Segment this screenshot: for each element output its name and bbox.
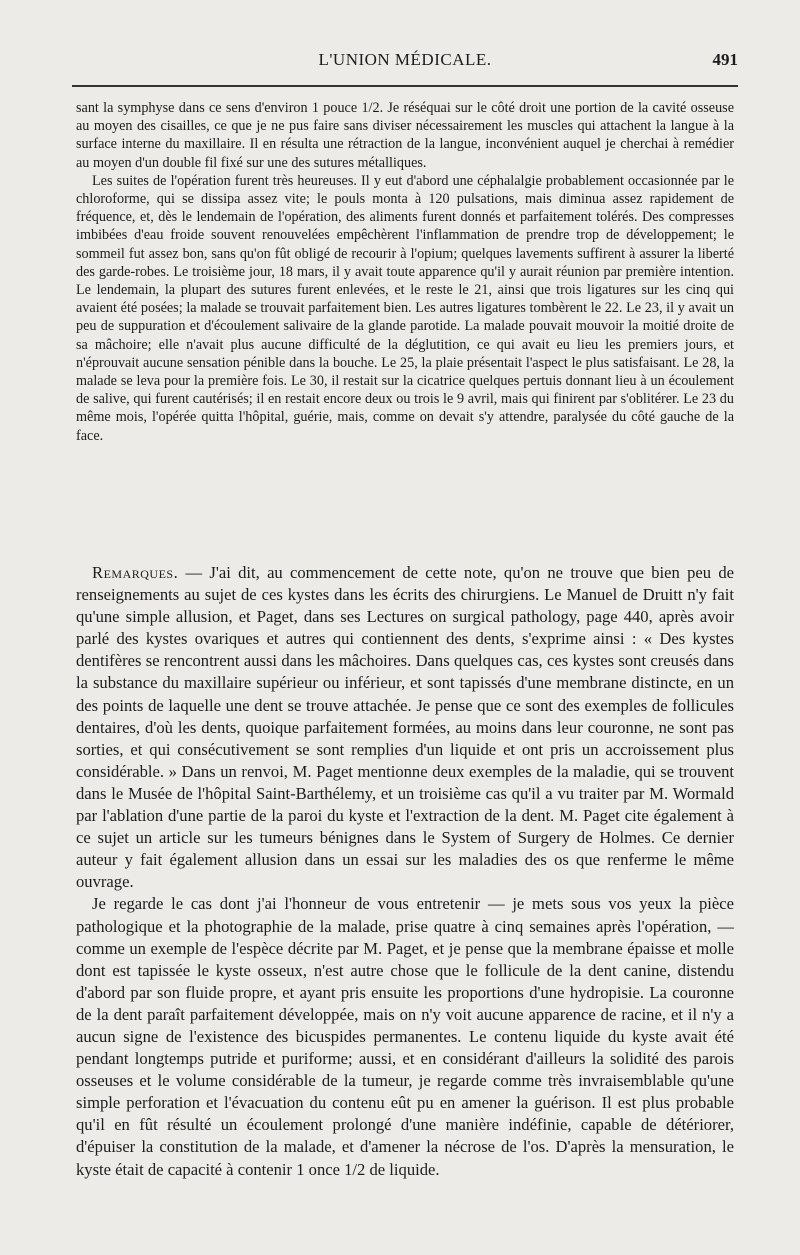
page-number: 491	[712, 50, 738, 69]
paragraph: Je regarde le cas dont j'ai l'honneur de vous entretenir — je mets sous vos yeux la pièce pathologique et la photographie de la malade, prise quatre à cinq semaines après l'opération, — comme un exemple de l'espèce décrite par M. Paget, et je pense que la membrane épaisse et molle dont est tapissée le kyste osseux, n'est autre chose que le follicule de la dent canine, distendu d'abord par son fluide propre, et ayant pris ensuite les proportions d'une hydropisie. La couronne de la dent paraît parfaitement développée, mais on n'y voit aucune apparence de racine, et il n'y a aucun signe de l'existence des bicuspides permanentes. Le contenu liquide du kyste avait été pendant longtemps putride et puriforme; aussi, et en considérant d'ailleurs la solidité des parois osseuses et le volume considérable de la tumeur, je regarde comme très invraisemblable qu'une simple perforation et l'évacuation du contenu eût pu en amener la guérison. Il est plus probable qu'il en fût résulté un écoulement prolongé d'une manière indéfinie, capable de détériorer, d'épuiser la constitution de la malade, et d'amener la nécrose de l'os. D'après la mensuration, le kyste était de capacité à contenir 1 once 1/2 de liquide.	[76, 894, 734, 1179]
case-report-text	[76, 99, 734, 445]
remarks-label: Remarques.	[92, 563, 179, 582]
remarks-paragraph	[76, 562, 734, 893]
header-rule	[72, 85, 738, 87]
remarks-text: — J'ai dit, au commencement de cette note, qu'on ne trouve que bien peu de renseignements au sujet de ces kystes dans les écrits des chirurgiens. Le Manuel de Druitt n'y fait qu'une simple allusion, et Paget, dans ses Lectures on surgical pathology, page 440, après avoir parlé des kystes ovariques et autres qui contiennent des dents, s'exprime ainsi : « Des kystes dentifères se rencontrent aussi dans les mâchoires. Dans quelques cas, ces kystes sont creusés dans la substance du maxillaire supérieur ou inférieur, et sont tapissés d'une membrane distincte, en un des points de laquelle une dent se trouve attachée. Je pense que ce sont des exemples de follicules dentaires, d'où les dents, quoique parfaitement formées, au moins dans leur couronne, ne sont pas sorties, et qui consécutivement se sont remplies d'un liquide et ont pris un accroissement plus considérable. » Dans un renvoi, M. Paget mentionne deux exemples de la maladie, qui se trouvent dans le Musée de l'hôpital Saint-Barthélemy, et un troisième cas qu'il a vu traiter par M. Wormald par l'ablation d'une partie de la paroi du kyste et l'extraction de la dent. M. Paget cite également à ce sujet un article sur les tumeurs bénignes dans le System of Surgery de Holmes. Ce dernier auteur y fait également allusion dans un essai sur les maladies des os que renferme le même ouvrage.	[76, 563, 735, 892]
paragraph: Les suites de l'opération furent très heureuses. Il y eut d'abord une céphalalgie probablement occasionnée par le chloroforme, qui se dissipa assez vite; le pouls monta à 120 pulsations, mais diminua assez rapidement de fréquence, et, dès le lendemain de l'opération, des aliments furent donnés et parfaitement tolérés. Des compresses imbibées d'eau froide souvent renouvelées empêchèrent l'inflammation de prendre trop de développement; le sommeil fut assez bon, sans qu'on fût obligé de recourir à l'opium; quelques lavements suffirent à assurer la liberté des garde-robes. Le troisième jour, 18 mars, il y avait toute apparence qu'il y aurait réunion par première intention. Le lendemain, la plupart des sutures furent enlevées, et le reste le 21, ainsi que trois ligatures sur les cinq qui avaient été posées; la malade se trouvait parfaitement bien. Les autres ligatures tombèrent le 22. Le 23, il y avait un peu de suppuration et d'écoulement salivaire de la glande parotide. La malade pouvait mouvoir la moitié droite de sa mâchoire; elle n'avait plus aucune difficulté de la déglutition, ce qui avait eu lieu les premiers jours, et n'éprouvait aucune sensation pénible dans la bouche. Le 25, la plaie présentait l'aspect le plus satisfaisant. Le 28, la malade se leva pour la première fois. Le 30, il restait sur la cicatrice quelques pertuis donnant lieu à un écoulement de salive, qui furent cautérisés; il en restait encore deux ou trois le 9 avril, mais qui finirent par s'oblitérer. Le 23 du même mois, l'opérée quitta l'hôpital, guérie, mais, comme on devait s'y attendre, paralysée du côté gauche de la face.	[76, 172, 734, 444]
running-title: L'UNION MÉDICALE.	[318, 50, 492, 69]
remarks-section	[76, 562, 734, 1181]
paragraph: sant la symphyse dans ce sens d'environ 1 pouce 1/2. Je réséquai sur le côté droit une portion de la cavité osseuse au moyen des cisailles, ce que je ne pus faire sans diviser nécessairement les muscles qui attachent la langue à la surface interne du maxillaire. Il en résulta une rétraction de la langue, inconvénient auquel je cherchai à remédier au moyen d'un double fil fixé sur une des sutures métalliques.	[76, 100, 734, 171]
page-header	[72, 50, 738, 80]
